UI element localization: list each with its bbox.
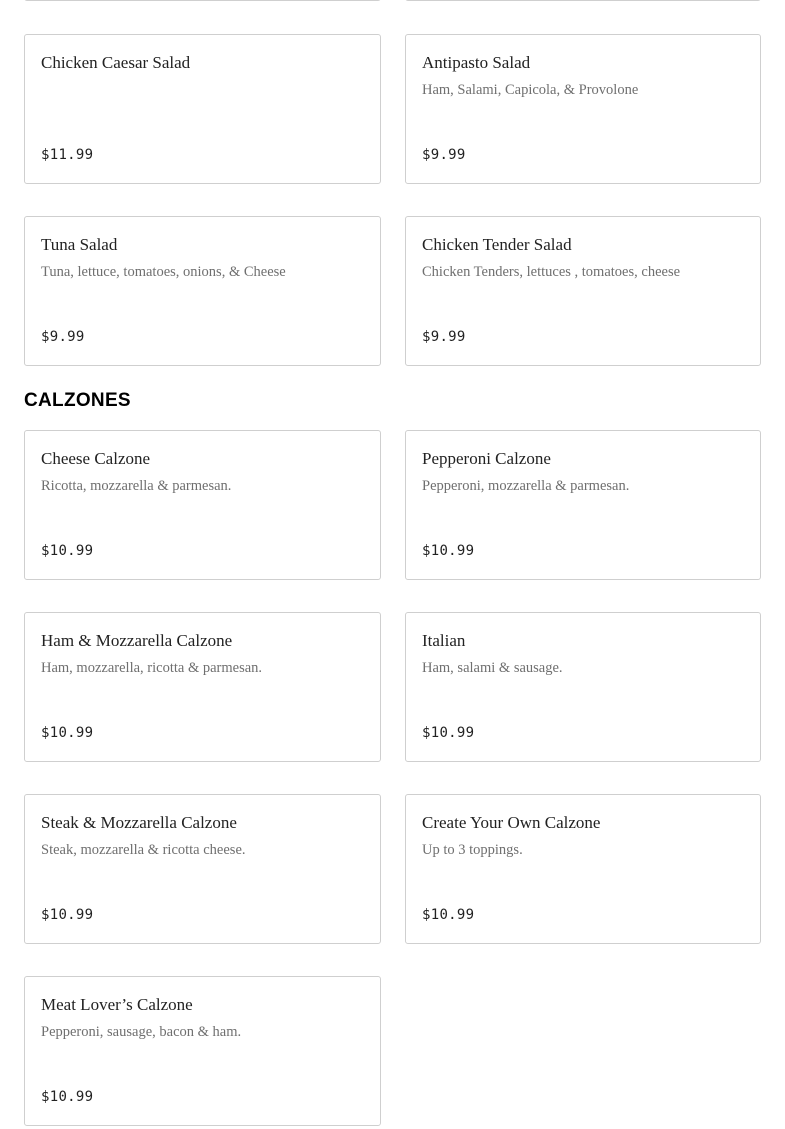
menu-item-description: Ham, Salami, Capicola, & Provolone: [422, 82, 639, 98]
menu-item-name: Tuna Salad: [41, 235, 118, 254]
menu-item-price: $10.99: [41, 725, 94, 741]
menu-item-description: Up to 3 toppings.: [422, 842, 523, 858]
menu-item-card[interactable]: [405, 794, 761, 944]
menu-item-name: Meat Lover’s Calzone: [41, 995, 193, 1014]
menu-item-price: $10.99: [422, 907, 475, 923]
menu-item-price: $9.99: [422, 329, 466, 345]
menu-item-name: Steak & Mozzarella Calzone: [41, 813, 237, 832]
menu-item-description: Ricotta, mozzarella & parmesan.: [41, 478, 232, 494]
menu-item-description: Chicken Tenders, lettuces , tomatoes, cheese: [422, 264, 681, 280]
section-title-calzones: CALZONES: [24, 390, 131, 411]
menu-item-price: $9.99: [41, 329, 85, 345]
menu-item-card[interactable]: [24, 612, 381, 762]
menu-item-description: Steak, mozzarella & ricotta cheese.: [41, 842, 246, 858]
menu-item-card[interactable]: [405, 612, 761, 762]
menu-item-name: Pepperoni Calzone: [422, 449, 551, 468]
menu-item-price: $10.99: [41, 543, 94, 559]
menu-item-description: Pepperoni, sausage, bacon & ham.: [41, 1024, 242, 1040]
menu-item-description: Pepperoni, mozzarella & parmesan.: [422, 478, 630, 494]
menu-item-price: $10.99: [41, 907, 94, 923]
menu-item-card[interactable]: [24, 216, 381, 366]
menu-item-price: $9.99: [422, 147, 466, 163]
menu-item-card[interactable]: [405, 216, 761, 366]
menu-item-card[interactable]: [24, 976, 381, 1126]
menu-item-description: Tuna, lettuce, tomatoes, onions, & Cheese: [41, 264, 286, 280]
menu-item-card[interactable]: [24, 430, 381, 580]
menu-item-card-partial[interactable]: [405, 0, 761, 1]
menu-item-description: Ham, mozzarella, ricotta & parmesan.: [41, 660, 263, 676]
menu-item-card[interactable]: [24, 34, 381, 184]
menu-item-price: $11.99: [41, 147, 94, 163]
menu-item-card-partial[interactable]: [24, 0, 381, 1]
menu-item-name: Chicken Tender Salad: [422, 235, 572, 254]
menu-item-name: Antipasto Salad: [422, 53, 531, 72]
menu-item-card[interactable]: [24, 794, 381, 944]
menu-item-description: Ham, salami & sausage.: [422, 660, 563, 676]
menu-item-name: Ham & Mozzarella Calzone: [41, 631, 233, 650]
menu-item-price: $10.99: [422, 725, 475, 741]
menu-item-card[interactable]: [405, 430, 761, 580]
menu-item-price: $10.99: [422, 543, 475, 559]
menu-item-price: $10.99: [41, 1089, 94, 1105]
menu-item-name: Chicken Caesar Salad: [41, 53, 191, 72]
menu-item-name: Create Your Own Calzone: [422, 813, 601, 832]
menu-item-name: Italian: [422, 631, 466, 650]
menu-item-name: Cheese Calzone: [41, 449, 151, 468]
menu-item-card[interactable]: [405, 34, 761, 184]
